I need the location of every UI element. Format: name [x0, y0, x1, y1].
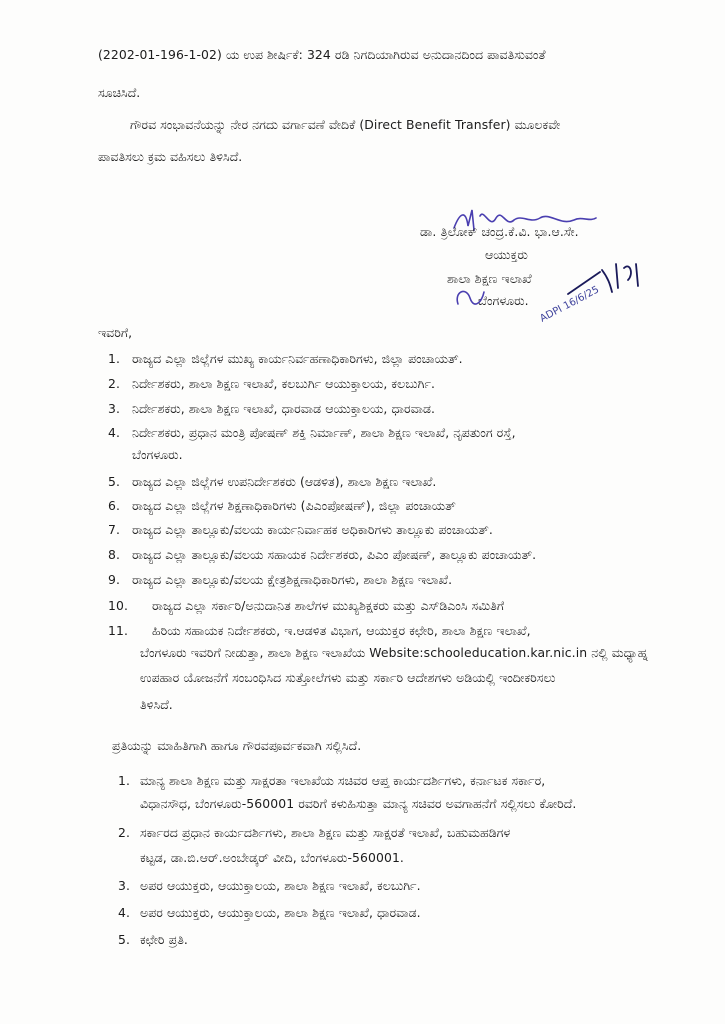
- recipient-item: 5. ರಾಜ್ಯದ ಎಲ್ಲಾ ಜಿಲ್ಲೆಗಳ ಉಪನಿರ್ದೇಶಕರು (ಆಡಳಿತ), ಶಾಲಾ ಶಿಕ್ಷಣ ಇಲಾಖೆ.: [108, 474, 437, 489]
- recipient-item-continuation: ಬೆಂಗಳೂರು.: [132, 447, 183, 462]
- recipient-item-continuation: ತಿಳಿಸಿದೆ.: [140, 697, 173, 712]
- recipient-item: 2. ನಿರ್ದೇಶಕರು, ಶಾಲಾ ಶಿಕ್ಷಣ ಇಲಾಖೆ, ಕಲಬುರ್ಗಿ ಆಯುಕ್ತಾಲಯ, ಕಲಬುರ್ಗಿ.: [108, 376, 436, 391]
- recipient-item-continuation: ಉಪಹಾರ ಯೋಜನೆಗೆ ಸಂಬಂಧಿಸಿದ ಸುತ್ತೋಲೆಗಳು ಮತ್ತು ಸರ್ಕಾರಿ ಆದೇಶಗಳು ಅಡಿಯಲ್ಲಿ ಇಂದೀಕರಿಸಲು: [140, 670, 556, 685]
- signatory-title: ಆಯುಕ್ತರು: [485, 247, 528, 262]
- copy-item: 1. ಮಾನ್ಯ ಶಾಲಾ ಶಿಕ್ಷಣ ಮತ್ತು ಸಾಕ್ಷರತಾ ಇಲಾಖೆಯ ಸಚಿವರ ಆಪ್ತ ಕಾರ್ಯದರ್ಶಿಗಳು, ಕರ್ನಾಟಕ ಸರ್ಕಾರ,: [118, 773, 546, 788]
- intro-paragraph-1-line-2: ಸೂಚಿಸಿದೆ.: [98, 85, 141, 100]
- recipient-item: 8. ರಾಜ್ಯದ ಎಲ್ಲಾ ತಾಲ್ಲೂಕು/ವಲಯ ಸಹಾಯಕ ನಿರ್ದೇಶಕರು, ಪಿಎಂ ಪೋಷಣ್, ತಾಲ್ಲೂಕು ಪಂಚಾಯತ್.: [108, 547, 537, 562]
- recipient-item: 6. ರಾಜ್ಯದ ಎಲ್ಲಾ ಜಿಲ್ಲೆಗಳ ಶಿಕ್ಷಣಾಧಿಕಾರಿಗಳು (ಪಿಎಂಪೋಷಣ್), ಜಿಲ್ಲಾ ಪಂಚಾಯತ್: [108, 498, 456, 513]
- intro-paragraph-2-line-1: ಗೌರವ ಸಂಭಾವನೆಯನ್ನು ನೇರ ನಗದು ವರ್ಗಾವಣೆ ವೇದಿಕೆ (Direct Benefit Transfer) ಮೂಲಕವೇ: [130, 117, 561, 132]
- recipient-item: 1. ರಾಜ್ಯದ ಎಲ್ಲಾ ಜಿಲ್ಲೆಗಳ ಮುಖ್ಯ ಕಾರ್ಯನಿರ್ವಹಣಾಧಿಕಾರಿಗಳು, ಜಿಲ್ಲಾ ಪಂಚಾಯತ್.: [108, 351, 463, 366]
- copy-item: 4. ಅಪರ ಆಯುಕ್ತರು, ಆಯುಕ್ತಾಲಯ, ಶಾಲಾ ಶಿಕ್ಷಣ ಇಲಾಖೆ, ಧಾರವಾಡ.: [118, 905, 421, 920]
- copy-section-heading: ಪ್ರತಿಯನ್ನು ಮಾಹಿತಿಗಾಗಿ ಹಾಗೂ ಗೌರವಪೂರ್ವಕವಾಗಿ ಸಲ್ಲಿಸಿದೆ.: [112, 738, 362, 753]
- recipient-item: 11. ಹಿರಿಯ ಸಹಾಯಕ ನಿರ್ದೇಶಕರು, ಇ.ಆಡಳಿತ ವಿಭಾಗ, ಆಯುಕ್ತರ ಕಛೇರಿ, ಶಾಲಾ ಶಿಕ್ಷಣ ಇಲಾಖೆ,: [108, 623, 531, 638]
- recipient-item: 10. ರಾಜ್ಯದ ಎಲ್ಲಾ ಸರ್ಕಾರಿ/ಅನುದಾನಿತ ಶಾಲೆಗಳ ಮುಖ್ಯಶಿಕ್ಷಕರು ಮತ್ತು ಎಸ್‌ಡಿಎಂಸಿ ಸಮಿತಿಗೆ: [108, 598, 505, 613]
- recipient-item: 4. ನಿರ್ದೇಶಕರು, ಪ್ರಧಾನ ಮಂತ್ರಿ ಪೋಷಣ್ ಶಕ್ತಿ ನಿರ್ಮಾಣ್, ಶಾಲಾ ಶಿಕ್ಷಣ ಇಲಾಖೆ, ನೃಪತುಂಗ ರಸ್ತೆ,: [108, 425, 516, 440]
- signatory-name: ಡಾ. ತ್ರಿಲೋಕ್ ಚಂದ್ರ.ಕೆ.ವಿ. ಭಾ.ಆ.ಸೇ.: [420, 224, 579, 239]
- initial-scribble: [452, 284, 488, 314]
- copy-item: 3. ಅಪರ ಆಯುಕ್ತರು, ಆಯುಕ್ತಾಲಯ, ಶಾಲಾ ಶಿಕ್ಷಣ ಇಲಾಖೆ, ಕಲಬುರ್ಗಿ.: [118, 878, 421, 893]
- received-stamp-scribble: [538, 258, 646, 336]
- recipient-item: 9. ರಾಜ್ಯದ ಎಲ್ಲಾ ತಾಲ್ಲೂಕು/ವಲಯ ಕ್ಷೇತ್ರಶಿಕ್ಷಣಾಧಿಕಾರಿಗಳು, ಶಾಲಾ ಶಿಕ್ಷಣ ಇಲಾಖೆ.: [108, 572, 453, 587]
- signatory-city: ಬೆಂಗಳೂರು.: [478, 293, 529, 308]
- intro-paragraph-2-line-2: ಪಾವತಿಸಲು ಕ್ರಮ ವಹಿಸಲು ತಿಳಿಸಿದೆ.: [98, 149, 243, 164]
- signatory-department: ಶಾಲಾ ಶಿಕ್ಷಣ ಇಲಾಖೆ: [447, 271, 532, 286]
- recipient-item-continuation: ಬೆಂಗಳೂರು ಇವರಿಗೆ ನೀಡುತ್ತಾ, ಶಾಲಾ ಶಿಕ್ಷಣ ಇಲಾಖೆಯ Website:schooleducation.kar.nic.in ನಲ್ಲಿ ಮಧ್ಯಾಹ್ನ: [140, 645, 649, 660]
- recipient-item: 3. ನಿರ್ದೇಶಕರು, ಶಾಲಾ ಶಿಕ್ಷಣ ಇಲಾಖೆ, ಧಾರವಾಡ ಆಯುಕ್ತಾಲಯ, ಧಾರವಾಡ.: [108, 401, 436, 416]
- copy-item: 5. ಕಛೇರಿ ಪ್ರತಿ.: [118, 932, 188, 947]
- copy-item-continuation: ವಿಧಾನಸೌಧ, ಬೆಂಗಳೂರು-560001 ರವರಿಗೆ ಕಳುಹಿಸುತ್ತಾ ಮಾನ್ಯ ಸಚಿವರ ಅವಗಾಹನೆಗೆ ಸಲ್ಲಿಸಲು ಕೋರಿದೆ.: [140, 796, 577, 811]
- intro-paragraph-1-line-1: (2202-01-196-1-02) ಯ ಉಪ ಶೀರ್ಷಿಕೆ: 324 ರಡಿ ನಿಗದಿಯಾಗಿರುವ ಅನುದಾನದಿಂದ ಪಾವತಿಸುವಂತೆ: [98, 47, 546, 62]
- copy-item: 2. ಸರ್ಕಾರದ ಪ್ರಧಾನ ಕಾರ್ಯದರ್ಶಿಗಳು, ಶಾಲಾ ಶಿಕ್ಷಣ ಮತ್ತು ಸಾಕ್ಷರತೆ ಇಲಾಖೆ, ಬಹುಮಹಡಿಗಳ: [118, 825, 511, 840]
- recipients-heading: ಇವರಿಗೆ,: [98, 325, 133, 340]
- copy-item-continuation: ಕಟ್ಟಡ, ಡಾ.ಬಿ.ಆರ್.ಅಂಬೇಡ್ಕರ್ ವೀದಿ, ಬೆಂಗಳೂರು-560001.: [140, 850, 404, 865]
- received-stamp-text: ADPI 16/6/25: [538, 284, 602, 325]
- recipient-item: 7. ರಾಜ್ಯದ ಎಲ್ಲಾ ತಾಲ್ಲೂಕು/ವಲಯ ಕಾರ್ಯನಿರ್ವಾಹಕ ಅಧಿಕಾರಿಗಳು ತಾಲ್ಲೂಕು ಪಂಚಾಯತ್.: [108, 522, 493, 537]
